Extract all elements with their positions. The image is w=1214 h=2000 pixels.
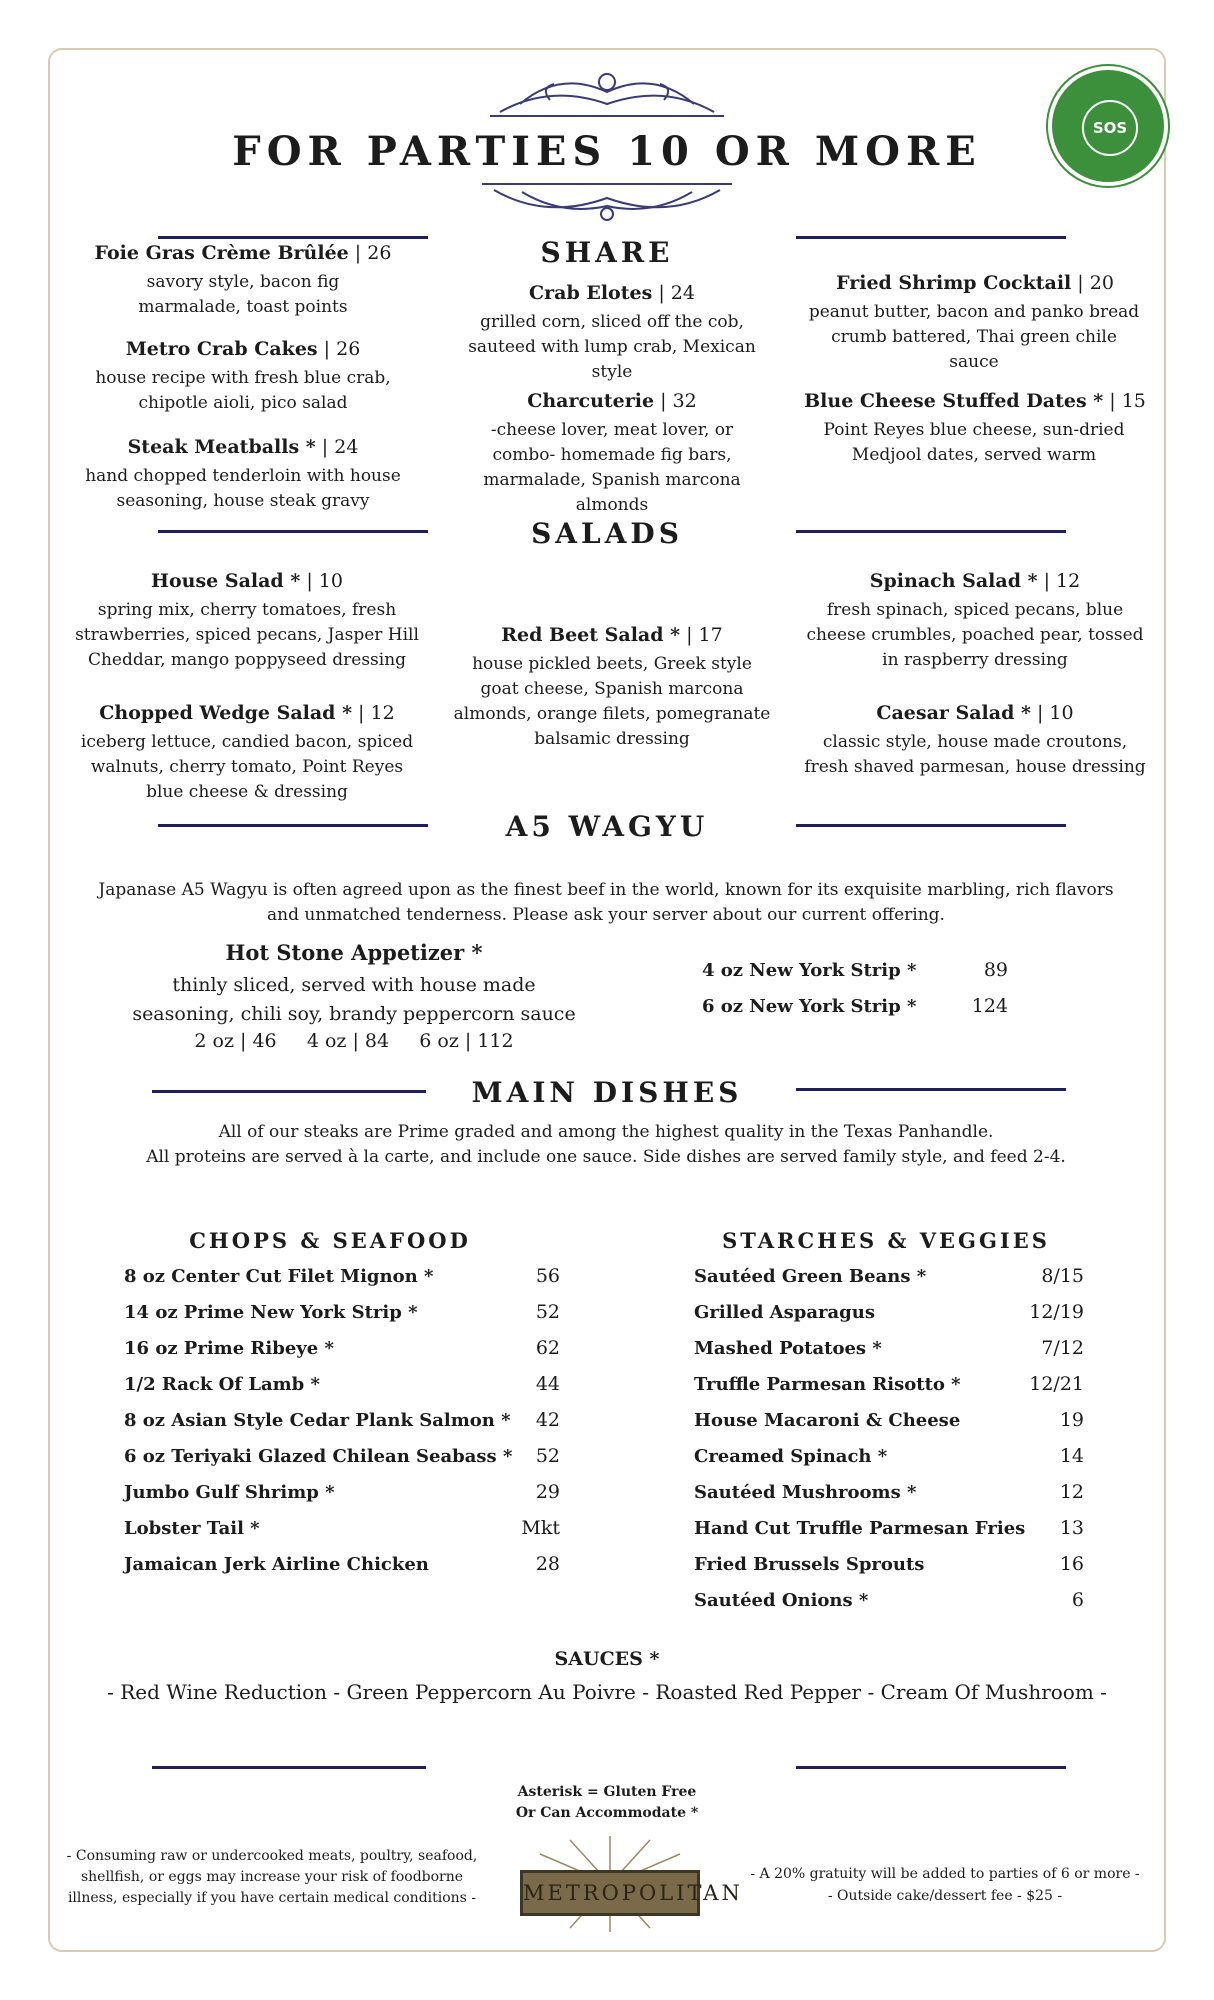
list-item: Fried Brussels Sprouts 16 (694, 1553, 1084, 1575)
section-title-wagyu: A5 WAGYU (505, 810, 709, 843)
list-item: Sautéed Onions * 6 (694, 1589, 1084, 1611)
menu-item: Charcuterie | 32 -cheese lover, meat lover, or combo- homemade fig bars, marmalade, Spanish marcona almonds (483, 390, 741, 515)
section-title-main: MAIN DISHES (471, 1076, 743, 1109)
menu-item: Spinach Salad * | 12 fresh spinach, spiced pecans, blue cheese crumbles, poached pear, tossed in raspberry dressing (806, 570, 1144, 670)
list-item: Hand Cut Truffle Parmesan Fries 13 (694, 1517, 1084, 1539)
menu-item: Red Beet Salad * | 17 house pickled beets, Greek style goat cheese, Spanish marcona almonds, orange filets, pomegranate balsamic dressing (453, 624, 771, 749)
wagyu-appetizer: Hot Stone Appetizer * thinly sliced, served with house made seasoning, chili soy, brandy peppercorn sauce 2 oz | 46 4 oz | 84 6 oz | 112 (132, 940, 576, 1052)
salads-right-column (804, 570, 1146, 780)
wagyu-steaks (702, 952, 1008, 1024)
list-item: Jumbo Gulf Shrimp * 29 (124, 1481, 560, 1503)
menu-item: Crab Elotes | 24 grilled corn, sliced off the cob, sauteed with lump crab, Mexican style (468, 282, 756, 382)
list-item: Creamed Spinach * 14 (694, 1445, 1084, 1467)
gratuity-note: - A 20% gratuity will be added to parties of 6 or more - (750, 1866, 1140, 1882)
list-item: Truffle Parmesan Risotto * 12/21 (694, 1373, 1084, 1395)
flourish-top-icon (490, 64, 724, 120)
list-item: House Macaroni & Cheese 19 (694, 1409, 1084, 1431)
list-item: 8 oz Asian Style Cedar Plank Salmon * 42 (124, 1409, 560, 1431)
list-item: Sautéed Green Beans * 8/15 (694, 1265, 1084, 1287)
wagyu-intro: Japanase A5 Wagyu is often agreed upon as the finest beef in the world, known for its exquisite marbling, rich flavors and unmatched tenderness. Please ask your server about our current offering. (98, 880, 1114, 925)
share-left-column (78, 242, 408, 514)
flourish-bottom-icon (482, 180, 732, 226)
list-item: Grilled Asparagus 12/19 (694, 1301, 1084, 1323)
main-note-2: All proteins are served à la carte, and include one sauce. Side dishes are served family style, and feed 2-4. (146, 1147, 1066, 1167)
menu-item: Steak Meatballs * | 24 hand chopped tenderloin with house seasoning, house steak gravy (85, 436, 401, 511)
list-item: 8 oz Center Cut Filet Mignon * 56 (124, 1265, 560, 1287)
list-item: 4 oz New York Strip * 89 (702, 959, 1008, 981)
page-title: FOR PARTIES 10 OR MORE (232, 128, 982, 175)
seed-oil-safe-badge-icon (1048, 66, 1168, 186)
list-item: Mashed Potatoes * 7/12 (694, 1337, 1084, 1359)
list-item: Lobster Tail * Mkt (124, 1517, 560, 1539)
asterisk-note-1: Asterisk = Gluten Free (517, 1784, 697, 1800)
menu-item: Fried Shrimp Cocktail | 20 peanut butter, bacon and panko bread crumb battered, Thai green chile sauce (808, 272, 1140, 372)
list-item: 6 oz New York Strip * 124 (702, 995, 1008, 1017)
sauces-title: SAUCES * (554, 1648, 660, 1670)
list-item: 14 oz Prime New York Strip * 52 (124, 1301, 560, 1323)
list-item: 6 oz Teriyaki Glazed Chilean Seabass * 52 (124, 1445, 560, 1467)
list-item: 1/2 Rack Of Lamb * 44 (124, 1373, 560, 1395)
salads-left-column (72, 570, 422, 805)
asterisk-note-2: Or Can Accommodate * (515, 1805, 699, 1821)
menu-item: Chopped Wedge Salad * | 12 iceberg lettuce, candied bacon, spiced walnuts, cherry tomato, Point Reyes blue cheese & dressing (80, 702, 414, 802)
menu-item: Caesar Salad * | 10 classic style, house made croutons, fresh shaved parmesan, house dressing (804, 702, 1146, 777)
metropolitan-logo: METROPOLITAN (520, 1870, 700, 1916)
badge-label: SOS (1082, 100, 1138, 156)
food-safety-warning: - Consuming raw or undercooked meats, poultry, seafood, shellfish, or eggs may increase your risk of foodborne illness, especially if you have certain medical conditions - (66, 1848, 478, 1906)
cake-fee-note: - Outside cake/dessert fee - $25 - (827, 1888, 1063, 1904)
section-title-share: SHARE (540, 236, 674, 269)
sides-title: STARCHES & VEGGIES (722, 1228, 1050, 1253)
list-item: Jamaican Jerk Airline Chicken 28 (124, 1553, 560, 1575)
share-right-column (804, 272, 1146, 468)
list-item: 16 oz Prime Ribeye * 62 (124, 1337, 560, 1359)
chops-title: CHOPS & SEAFOOD (189, 1228, 471, 1253)
sauces-list: - Red Wine Reduction - Green Peppercorn Au Poivre - Roasted Red Pepper - Cream Of Mushroom - (107, 1680, 1107, 1704)
menu-item: Metro Crab Cakes | 26 house recipe with fresh blue crab, chipotle aioli, pico salad (95, 338, 391, 413)
list-item: Sautéed Mushrooms * 12 (694, 1481, 1084, 1503)
menu-item: Blue Cheese Stuffed Dates * | 15 Point Reyes blue cheese, sun-dried Medjool dates, served warm (804, 390, 1146, 465)
salads-center-column (452, 624, 772, 752)
sides-list (694, 1258, 1084, 1618)
menu-item: Foie Gras Crème Brûlée | 26 savory style, bacon fig marmalade, toast points (94, 242, 392, 317)
menu-item: House Salad * | 10 spring mix, cherry tomatoes, fresh strawberries, spiced pecans, Jasper Hill Cheddar, mango poppyseed dressing (75, 570, 419, 670)
share-center-column (444, 282, 780, 518)
chops-list (124, 1258, 560, 1582)
section-title-salads: SALADS (531, 517, 683, 550)
main-note-1: All of our steaks are Prime graded and among the highest quality in the Texas Panhandle. (218, 1122, 994, 1142)
